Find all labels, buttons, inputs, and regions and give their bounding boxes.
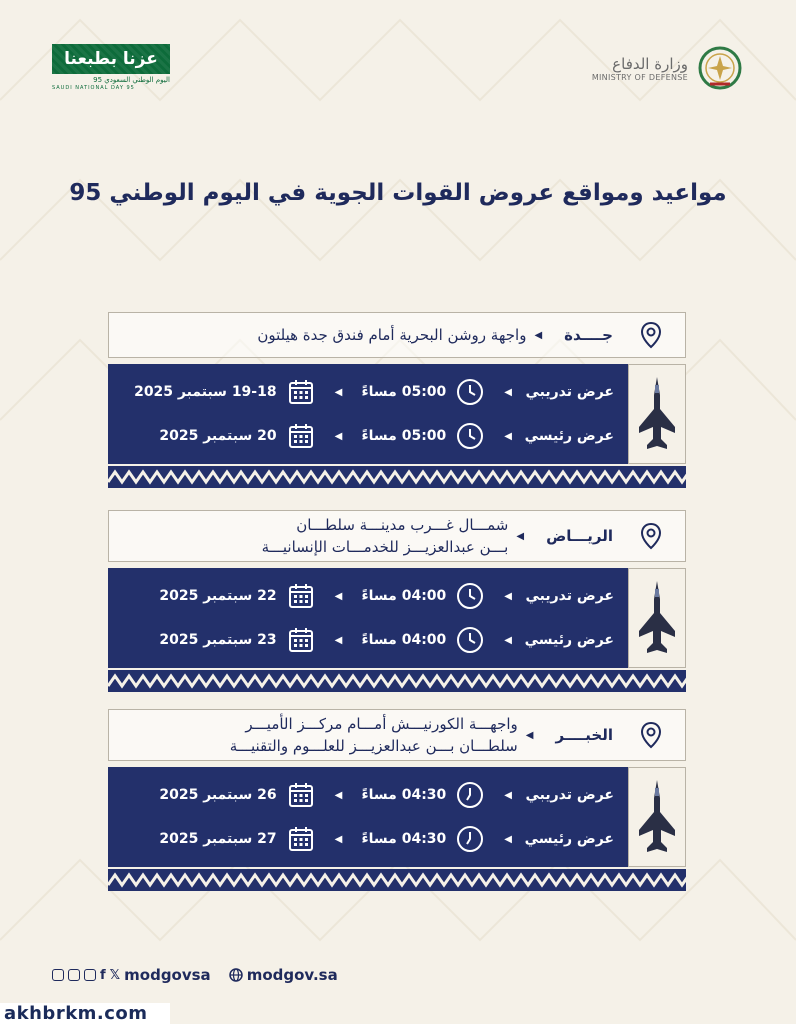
calendar-icon [285, 624, 317, 656]
calendar-icon [285, 823, 317, 855]
x-icon[interactable]: 𝕏 [109, 967, 121, 983]
show-time: 04:00 مساءً [361, 588, 447, 604]
show-date: 20 سبتمبر 2025 [159, 428, 277, 444]
show-time: 05:00 مساءً [361, 428, 447, 444]
website-link[interactable] [229, 966, 338, 984]
location-pin-icon [631, 522, 671, 550]
arrow-left-icon: ◀ [334, 789, 343, 801]
location-description: واجهة روشن البحرية أمام فندق جدة هيلتون [257, 326, 527, 344]
arrow-left-icon: ◀ [504, 590, 512, 602]
schedule-row [108, 414, 628, 458]
schedule-rows [108, 364, 628, 464]
city-name: الخبــــر [555, 726, 613, 744]
jet-icon [628, 767, 686, 867]
instagram-icon[interactable] [68, 969, 80, 981]
show-date: 19-18 سبتمبر 2025 [134, 384, 277, 400]
calendar-icon [285, 420, 317, 452]
city-name: جــــدة [564, 326, 613, 344]
show-type: عرض تدريبي [525, 384, 614, 400]
ministry-emblem-icon [696, 44, 744, 92]
show-time: 05:00 مساءً [361, 384, 447, 400]
schedule-row [108, 773, 628, 817]
national-day-logo-sub: اليوم الوطني السعودي 95 [93, 76, 170, 84]
location-box [108, 709, 686, 761]
clock-icon [454, 624, 486, 656]
calendar-icon [285, 779, 317, 811]
arrow-left-icon: ◀ [534, 329, 543, 341]
facebook-icon[interactable]: f [100, 967, 106, 983]
show-type: عرض رئيسي [524, 632, 614, 648]
show-date: 27 سبتمبر 2025 [159, 831, 277, 847]
clock-icon [454, 823, 486, 855]
schedule-row [108, 817, 628, 861]
social-handle[interactable]: modgovsa [124, 966, 211, 984]
arrow-left-icon: ◀ [334, 430, 343, 442]
schedule [108, 364, 686, 464]
clock-icon [454, 779, 486, 811]
arrow-left-icon: ◀ [504, 634, 512, 646]
schedule-rows [108, 568, 628, 668]
location-pin-icon [631, 721, 671, 749]
schedule-row [108, 574, 628, 618]
schedule [108, 767, 686, 867]
show-date: 22 سبتمبر 2025 [159, 588, 277, 604]
globe-icon [229, 968, 243, 982]
website-url[interactable]: modgov.sa [246, 966, 338, 984]
jet-icon [628, 568, 686, 668]
arrow-left-icon: ◀ [504, 789, 512, 801]
location-description: واجهـــة الكورنيـــش أمـــام مركـــز الأميـــر سلطـــان بـــن عبدالعزيـــز للعلـــوم والتقنيـــة [229, 715, 518, 755]
ministry-name-ar: وزارة الدفاع [612, 54, 688, 73]
location-description: شمـــال غـــرب مدينـــة سلطـــان بـــن عبدالعزيـــز للخدمـــات الإنسانيـــة [261, 516, 509, 556]
show-time: 04:00 مساءً [361, 632, 447, 648]
section-jeddah [108, 312, 686, 488]
schedule-rows [108, 767, 628, 867]
location-pin-icon [631, 321, 671, 349]
clock-icon [454, 580, 486, 612]
show-type: عرض رئيسي [524, 428, 614, 444]
calendar-icon [285, 376, 317, 408]
national-day-logo [52, 44, 170, 90]
show-time: 04:30 مساءً [361, 787, 447, 803]
youtube-icon[interactable] [84, 969, 96, 981]
arrow-left-icon: ◀ [334, 833, 343, 845]
arrow-left-icon: ◀ [516, 530, 525, 542]
show-time: 04:30 مساءً [361, 831, 447, 847]
section-riyadh [108, 510, 686, 692]
show-date: 23 سبتمبر 2025 [159, 632, 277, 648]
location-box [108, 510, 686, 562]
calendar-icon [285, 580, 317, 612]
social-links[interactable] [52, 966, 211, 984]
zigzag-divider [108, 869, 686, 891]
ministry-logo [592, 44, 744, 92]
arrow-left-icon: ◀ [525, 729, 534, 741]
clock-icon [454, 420, 486, 452]
schedule-row [108, 618, 628, 662]
jet-icon [628, 364, 686, 464]
national-day-logo-text: عزنا بطبعنا [52, 44, 170, 74]
show-type: عرض تدريبي [525, 588, 614, 604]
city-name: الريـــاض [546, 527, 613, 545]
zigzag-divider [108, 466, 686, 488]
arrow-left-icon: ◀ [334, 634, 343, 646]
ministry-name-en: MINISTRY OF DEFENSE [591, 72, 688, 82]
snapchat-icon[interactable] [52, 969, 64, 981]
zigzag-divider [108, 670, 686, 692]
page-title: مواعيد ومواقع عروض القوات الجوية في اليوم الوطني 95 [69, 180, 727, 206]
show-date: 26 سبتمبر 2025 [159, 787, 277, 803]
location-box [108, 312, 686, 358]
national-day-logo-en: SAUDI NATIONAL DAY 95 [52, 85, 135, 91]
clock-icon [454, 376, 486, 408]
section-khobar [108, 709, 686, 891]
schedule-row [108, 370, 628, 414]
watermark: akhbrkm.com [0, 1003, 170, 1024]
arrow-left-icon: ◀ [504, 430, 512, 442]
show-type: عرض تدريبي [525, 787, 614, 803]
footer [52, 966, 338, 984]
arrow-left-icon: ◀ [504, 833, 512, 845]
arrow-left-icon: ◀ [334, 386, 343, 398]
arrow-left-icon: ◀ [504, 386, 512, 398]
show-type: عرض رئيسي [524, 831, 614, 847]
arrow-left-icon: ◀ [334, 590, 343, 602]
schedule [108, 568, 686, 668]
